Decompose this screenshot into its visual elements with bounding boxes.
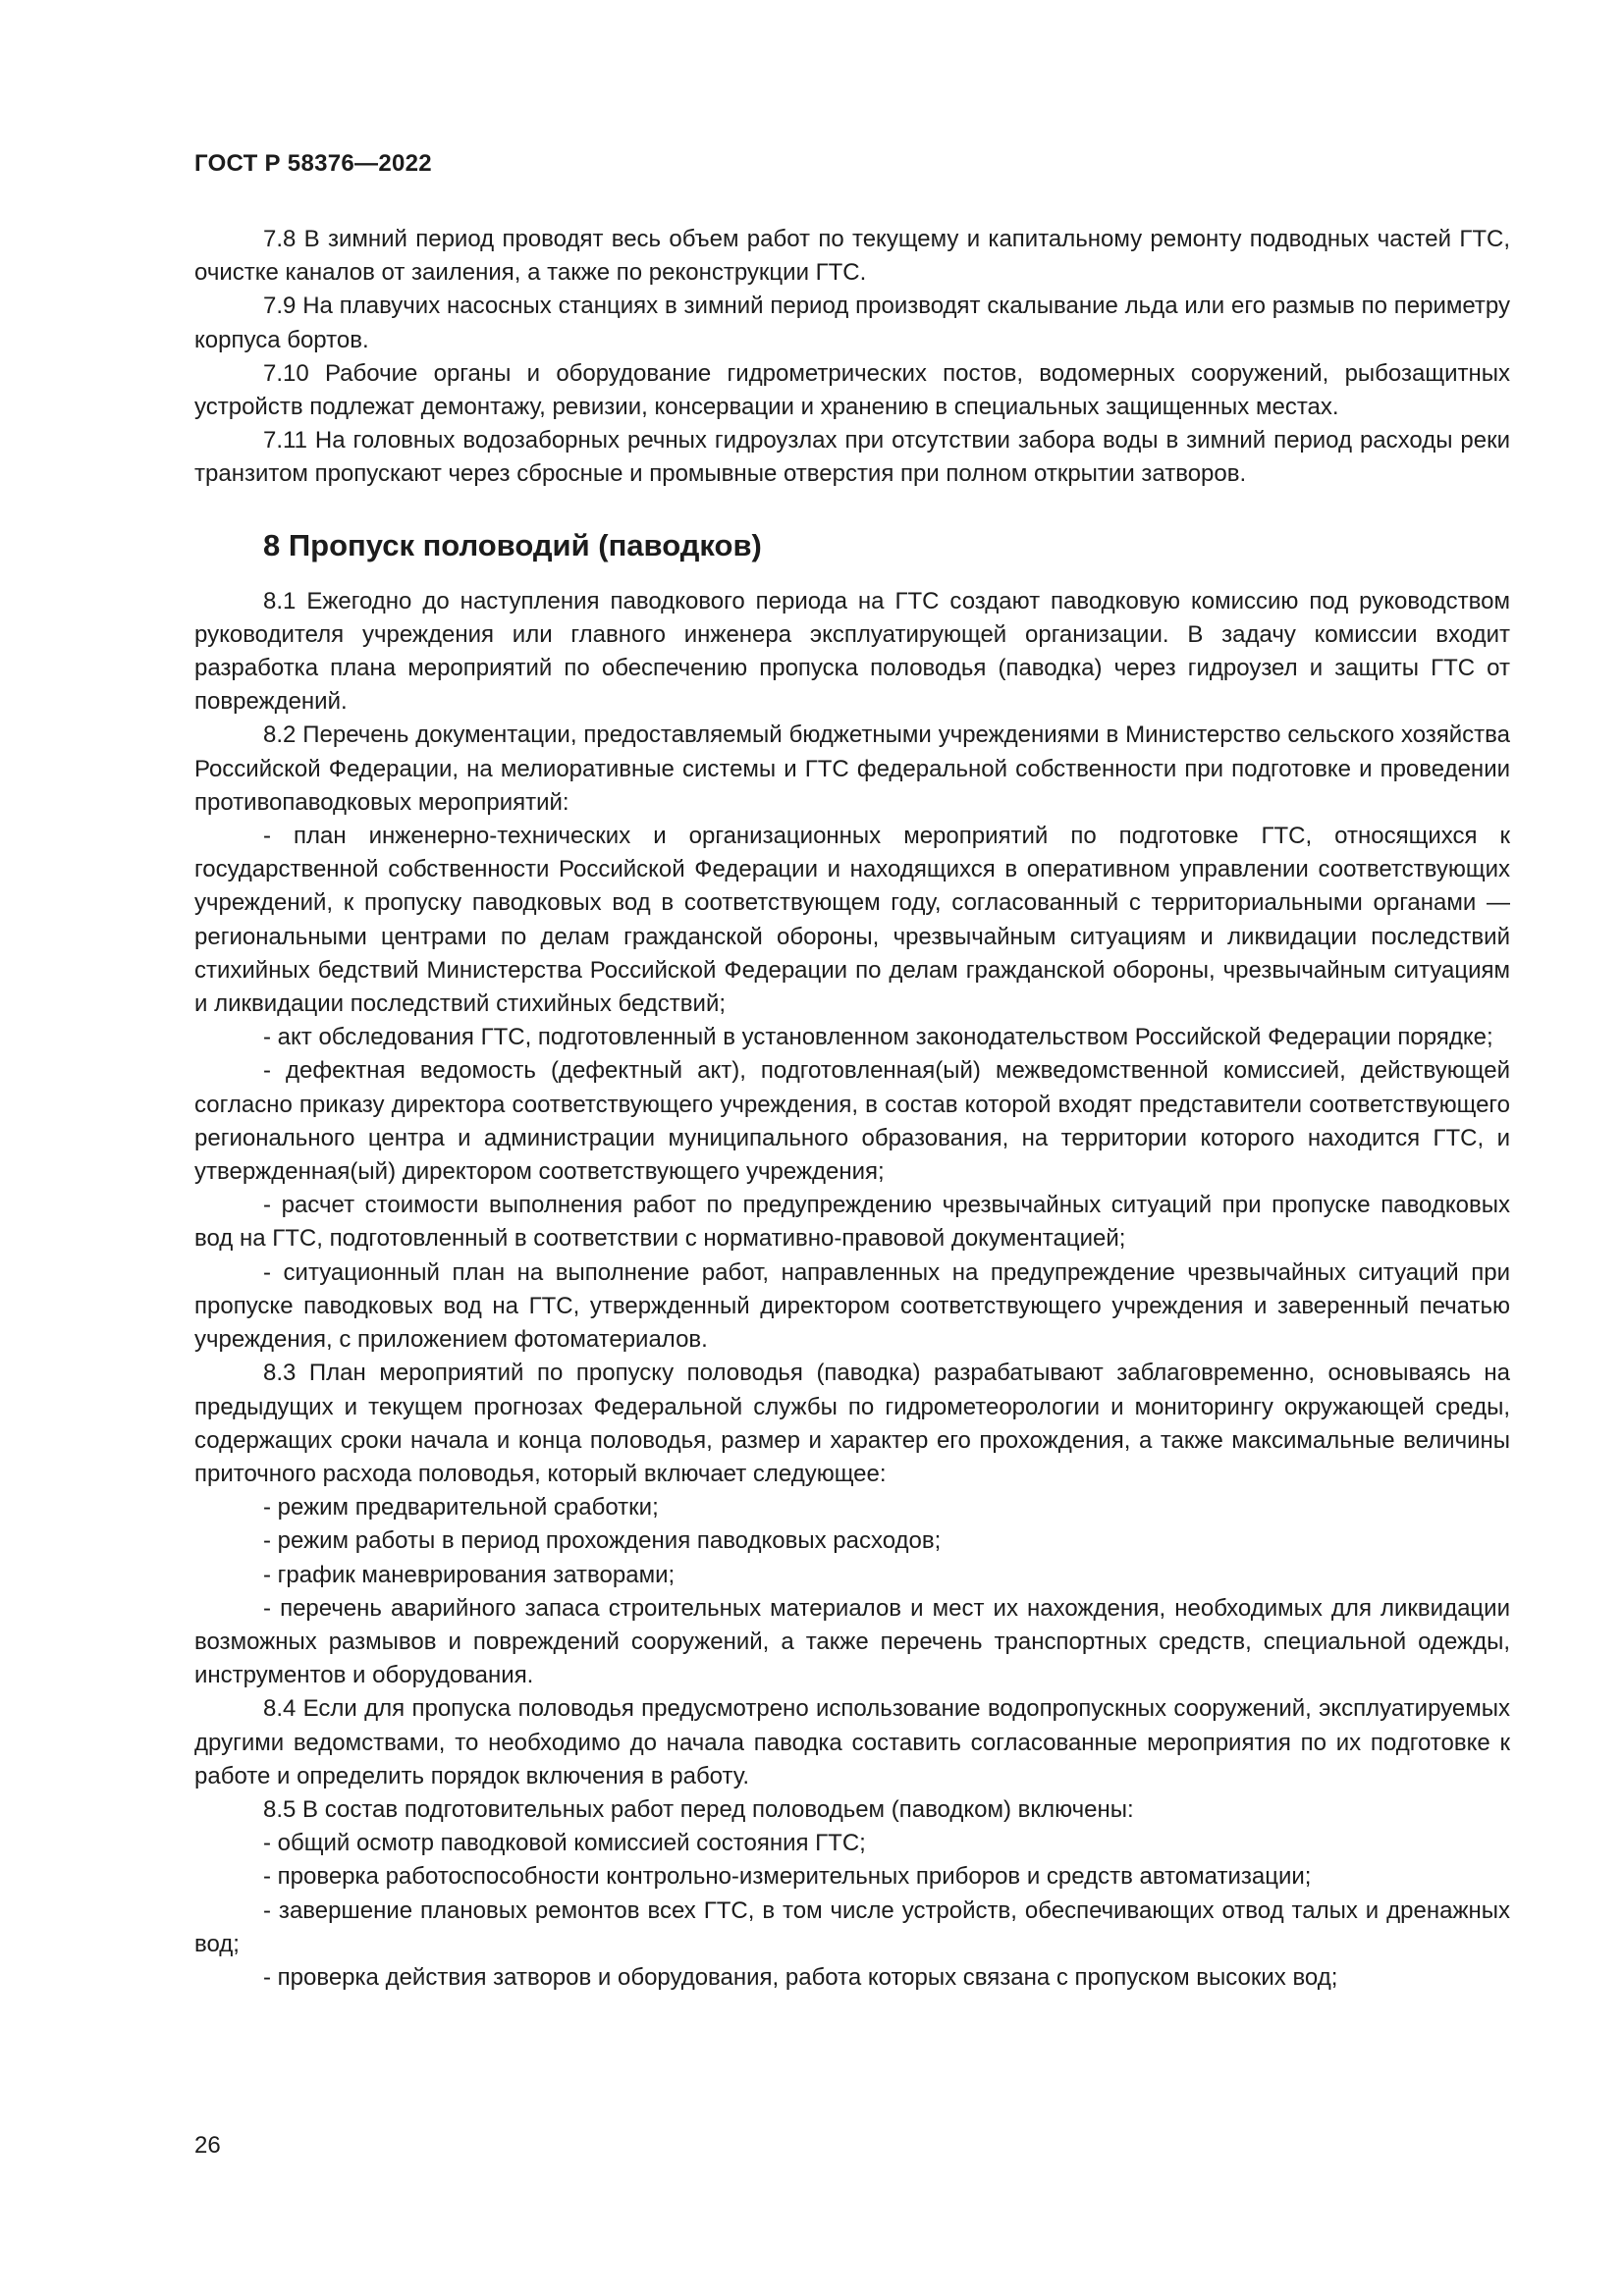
- list-item: - режим работы в период прохождения паводковых расходов;: [263, 1527, 942, 1555]
- paragraph-8-5: 8.5 В состав подготовительных работ перед половодьем (паводком) включены:: [263, 1795, 1134, 1823]
- paragraph-7-11: 7.11 На головных водозаборных речных гидроузлах при отсутствии забора воды в зимний период расходы реки транзитом пропускают через сбросные и промывные отверстия при полном открытии затворов.: [194, 427, 1510, 488]
- list-item: - акт обследования ГТС, подготовленный в установленном законодательством Российской Федерации порядке;: [263, 1024, 1493, 1051]
- list-item: - завершение плановых ремонтов всех ГТС, в том числе устройств, обеспечивающих отвод талых и дренажных вод;: [194, 1896, 1510, 1957]
- page-number: 26: [194, 2132, 221, 2159]
- paragraph-7-8: 7.8 В зимний период проводят весь объем работ по текущему и капитальному ремонту подводных частей ГТС, очистке каналов от заиления, а также по реконструкции ГТС.: [194, 226, 1510, 287]
- paragraph-8-4: 8.4 Если для пропуска половодья предусмотрено использование водопропускных сооружений, эксплуатируемых другими ведомствами, то необходимо до начала паводка составить согласованные мероприятия по их подготовке к работе и определить порядок включения в работу.: [194, 1695, 1510, 1789]
- list-item: - перечень аварийного запаса строительных материалов и мест их нахождения, необходимых для ликвидации возможных размывов и повреждений сооружений, а также перечень транспортных средств, специальной одежды, инструментов и оборудования.: [194, 1594, 1510, 1689]
- list-item: - дефектная ведомость (дефектный акт), подготовленная(ый) межведомственной комиссией, действующей согласно приказу директора соответствующего учреждения, в состав которой входят представители соответствующего регионального центра и администрации муниципального образования, на территории которого находится ГТС, и утвержденная(ый) директором соответствующего учреждения;: [194, 1057, 1510, 1186]
- document-body: [194, 223, 1510, 1995]
- list-item: - режим предварительной сработки;: [263, 1494, 659, 1522]
- paragraph-7-10: 7.10 Рабочие органы и оборудование гидрометрических постов, водомерных сооружений, рыбозащитных устройств подлежат демонтажу, ревизии, консервации и хранению в специальных защищенных местах.: [194, 359, 1510, 421]
- list-item: - проверка действия затворов и оборудования, работа которых связана с пропуском высоких вод;: [263, 1963, 1338, 1991]
- paragraph-8-2: 8.2 Перечень документации, предоставляемый бюджетными учреждениями в Министерство сельского хозяйства Российской Федерации, на мелиоративные системы и ГТС федеральной собственности при подготовке и проведении противопаводковых мероприятий:: [194, 721, 1510, 816]
- list-item: - ситуационный план на выполнение работ, направленных на предупреждение чрезвычайных ситуаций при пропуске паводковых вод на ГТС, утвержденный директором соответствующего учреждения и заверенный печатью учреждения, с приложением фотоматериалов.: [194, 1258, 1510, 1354]
- document-header: ГОСТ Р 58376—2022: [194, 150, 432, 177]
- list-item: - план инженерно-технических и организационных мероприятий по подготовке ГТС, относящихся к государственной собственности Российской Федерации и находящихся в оперативном управлении соответствующих учреждений, к пропуску паводковых вод в соответствующем году, согласованный с территориальными органами — региональными центрами по делам гражданской обороны, чрезвычайным ситуациям и ликвидации последствий стихийных бедствий Министерства Российской Федерации по делам гражданской обороны, чрезвычайным ситуациям и ликвидации последствий стихийных бедствий;: [194, 823, 1510, 1018]
- list-item: - график маневрирования затворами;: [263, 1561, 676, 1588]
- section-8-heading: 8 Пропуск половодий (паводков): [263, 527, 762, 562]
- paragraph-7-9: 7.9 На плавучих насосных станциях в зимний период производят скалывание льда или его размыв по периметру корпуса бортов.: [194, 293, 1510, 353]
- list-item: - общий осмотр паводковой комиссией состояния ГТС;: [263, 1830, 866, 1857]
- paragraph-8-3: 8.3 План мероприятий по пропуску половодья (паводка) разрабатывают заблаговременно, основываясь на предыдущих и текущем прогнозах Федеральной службы по гидрометеорологии и мониторингу окружающей среды, содержащих сроки начала и конца половодья, размер и характер его прохождения, а также максимальные величины приточного расхода половодья, который включает следующее:: [194, 1360, 1510, 1487]
- list-item: - проверка работоспособности контрольно-измерительных приборов и средств автоматизации;: [263, 1863, 1312, 1891]
- paragraph-8-1: 8.1 Ежегодно до наступления паводкового периода на ГТС создают паводковую комиссию под руководством руководителя учреждения или главного инженера эксплуатирующей организации. В задачу комиссии входит разработка плана мероприятий по обеспечению пропуска половодья (паводка) через гидроузел и защиты ГТС от повреждений.: [194, 587, 1510, 716]
- list-item: - расчет стоимости выполнения работ по предупреждению чрезвычайных ситуаций при пропуске паводковых вод на ГТС, подготовленный в соответствии с нормативно-правовой документацией;: [194, 1192, 1510, 1253]
